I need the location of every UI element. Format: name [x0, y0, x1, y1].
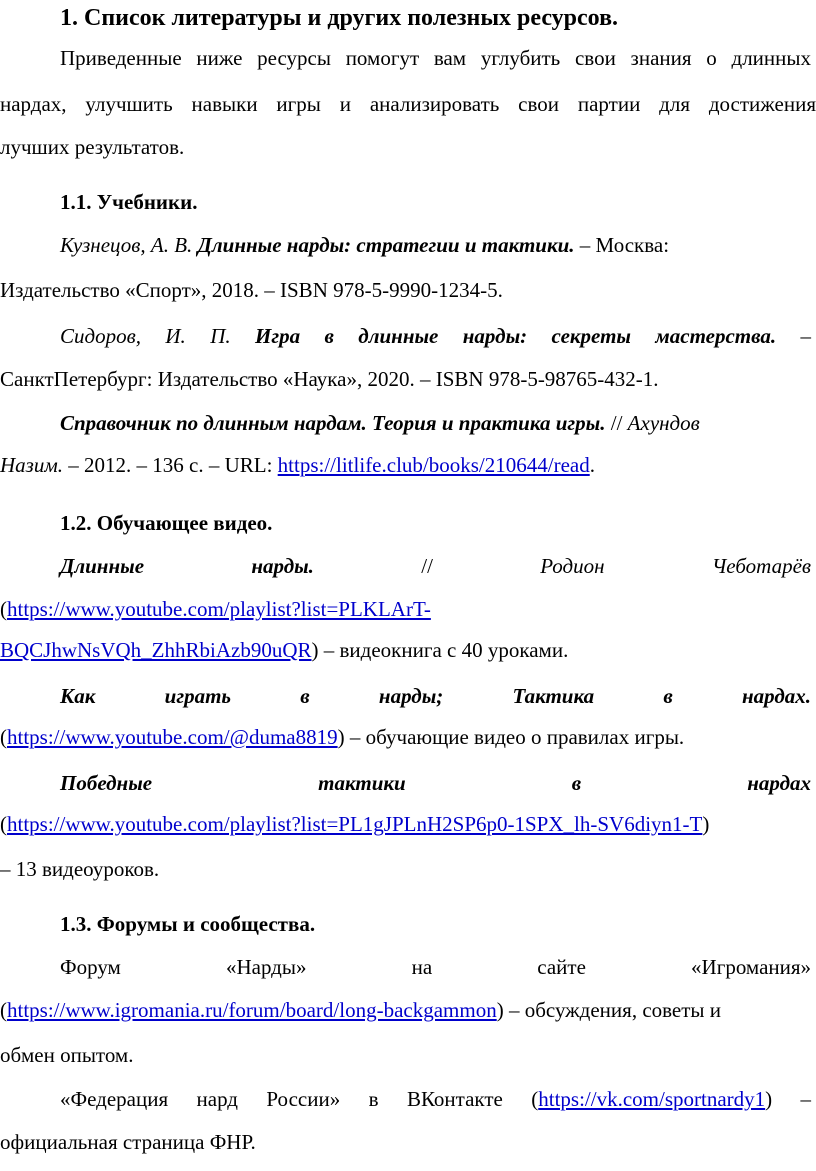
video-title-word: Как: [60, 684, 96, 708]
vk-federation-link[interactable]: https://vk.com/sportnardy1: [538, 1087, 766, 1111]
intro-line-3: лучших результатов.: [0, 135, 185, 159]
youtube-playlist-link-1-cont[interactable]: BQCJhwNsVQh_ZhhRbiAzb90uQR: [0, 638, 312, 662]
video-title-word: играть: [164, 684, 232, 708]
book-title-word: нарды:: [462, 324, 528, 348]
book-author-word: П.: [210, 324, 231, 348]
book-entry-3-line-2: [0, 452, 816, 478]
video-title-word: Длинные: [60, 554, 145, 578]
book-author: Кузнецов, А. В.: [60, 233, 193, 257]
video-entry-3-line-3: – 13 видеоуроков.: [0, 857, 160, 881]
video-entry-1-line-2: [0, 596, 816, 622]
open-paren: (: [0, 725, 7, 749]
book-details: – 2012. – 136 с. – URL:: [68, 453, 273, 477]
text-word: «Нарды»: [225, 955, 307, 979]
text-word: ВКонтакте: [406, 1087, 503, 1111]
separator: //: [421, 554, 433, 578]
book-title: Справочник по длинным нардам. Теория и практика игры.: [60, 411, 606, 435]
book-author: Ахундов: [627, 411, 700, 435]
video-author-word: Родион: [540, 554, 605, 578]
forum-entry-2-line-1: [60, 1086, 811, 1112]
open-paren: (: [0, 597, 7, 621]
book-title-word: в: [324, 324, 334, 348]
video-entry-2-line-2: [0, 724, 816, 750]
book-author-word: И.: [165, 324, 186, 348]
video-title-word: нарды.: [251, 554, 314, 578]
section-heading-textbooks: 1.1. Учебники.: [60, 190, 198, 214]
video-description: ) – обучающие видео о правилах игры.: [337, 725, 685, 749]
youtube-channel-link[interactable]: https://www.youtube.com/@duma8819: [7, 725, 338, 749]
video-description: ) – видеокнига с 40 уроками.: [311, 638, 569, 662]
book-title-word: секреты: [551, 324, 631, 348]
video-title-word: в: [300, 684, 310, 708]
text-word: Форум: [60, 955, 121, 979]
video-entry-2-line-1: [60, 683, 811, 709]
open-paren: (: [0, 812, 7, 836]
video-title-word: Тактика: [512, 684, 595, 708]
section-heading-forums: 1.3. Форумы и сообщества.: [60, 912, 316, 936]
book-title-word: длинные: [358, 324, 439, 348]
book-title-word: Игра: [255, 324, 301, 348]
intro-line-1: Приведенные ниже ресурсы помогут вам углубить свои знания о длинных: [60, 46, 811, 70]
open-paren: (: [0, 998, 7, 1022]
book-author: Назим.: [0, 453, 64, 477]
section-heading-video: 1.2. Обучающее видео.: [60, 511, 273, 535]
video-entry-1-line-1: [60, 553, 811, 579]
text-word: на: [411, 955, 433, 979]
book-entry-2-line-1: [60, 323, 811, 349]
litlife-link[interactable]: https://litlife.club/books/210644/read: [277, 453, 590, 477]
video-title-word: нардах: [747, 771, 812, 795]
dash: –: [800, 324, 812, 348]
video-entry-3-line-2: [0, 811, 816, 837]
separator: //: [610, 411, 623, 435]
video-title-word: нарды;: [378, 684, 444, 708]
forum-description: ) – обсуждения, советы и: [496, 998, 722, 1022]
igromania-forum-link[interactable]: https://www.igromania.ru/forum/board/long-backgammon: [7, 998, 497, 1022]
text-word: России»: [266, 1087, 341, 1111]
forum-entry-1-line-1: [60, 954, 811, 980]
dash: –: [800, 1087, 812, 1111]
video-title-word: тактики: [318, 771, 406, 795]
close-paren: ): [765, 1087, 773, 1111]
book-title: Длинные нарды: стратегии и тактики.: [197, 233, 575, 257]
video-title-word: в: [571, 771, 582, 795]
text-word: сайте: [537, 955, 586, 979]
youtube-playlist-link-2[interactable]: https://www.youtube.com/playlist?list=PL1gJPLnH2SP6p0-1SPX_lh-SV6diyn1-T: [7, 812, 703, 836]
video-entry-1-line-3: [0, 637, 816, 663]
text-word: нард: [196, 1087, 238, 1111]
video-title-word: Победные: [60, 771, 153, 795]
youtube-playlist-link-1[interactable]: https://www.youtube.com/playlist?list=PLKLArT-: [7, 597, 431, 621]
video-title-word: в: [663, 684, 673, 708]
text-word: «Игромания»: [691, 955, 812, 979]
period: .: [589, 453, 595, 477]
video-title-word: нардах.: [742, 684, 812, 708]
book-publisher-city: – Москва:: [579, 233, 670, 257]
book-entry-2-line-2: СанктПетербург: Издательство «Наука», 2020. – ISBN 978-5-98765-432-1.: [0, 367, 659, 391]
close-paren: ): [702, 812, 710, 836]
forum-entry-1-line-3: обмен опытом.: [0, 1043, 134, 1067]
text-word: в: [368, 1087, 379, 1111]
forum-entry-1-line-2: [0, 997, 816, 1023]
video-author-word: Чеботарёв: [711, 554, 811, 578]
page-title: 1. Список литературы и других полезных ресурсов.: [60, 5, 619, 31]
book-entry-1-line-2: Издательство «Спорт», 2018. – ISBN 978-5-9990-1234-5.: [0, 278, 503, 302]
forum-entry-2-line-2: официальная страница ФНР.: [0, 1130, 256, 1154]
book-entry-3-line-1: [60, 410, 811, 436]
book-author-word: Сидоров,: [60, 324, 141, 348]
book-title-word: мастерства.: [655, 324, 777, 348]
intro-line-2: нардах, улучшить навыки игры и анализировать свои партии для достижения: [0, 92, 816, 116]
open-paren: (: [531, 1087, 539, 1111]
video-entry-3-line-1: [60, 770, 811, 796]
book-entry-1-line-1: [60, 232, 811, 258]
text-word: «Федерация: [60, 1087, 169, 1111]
link-with-parens: [531, 1087, 772, 1111]
